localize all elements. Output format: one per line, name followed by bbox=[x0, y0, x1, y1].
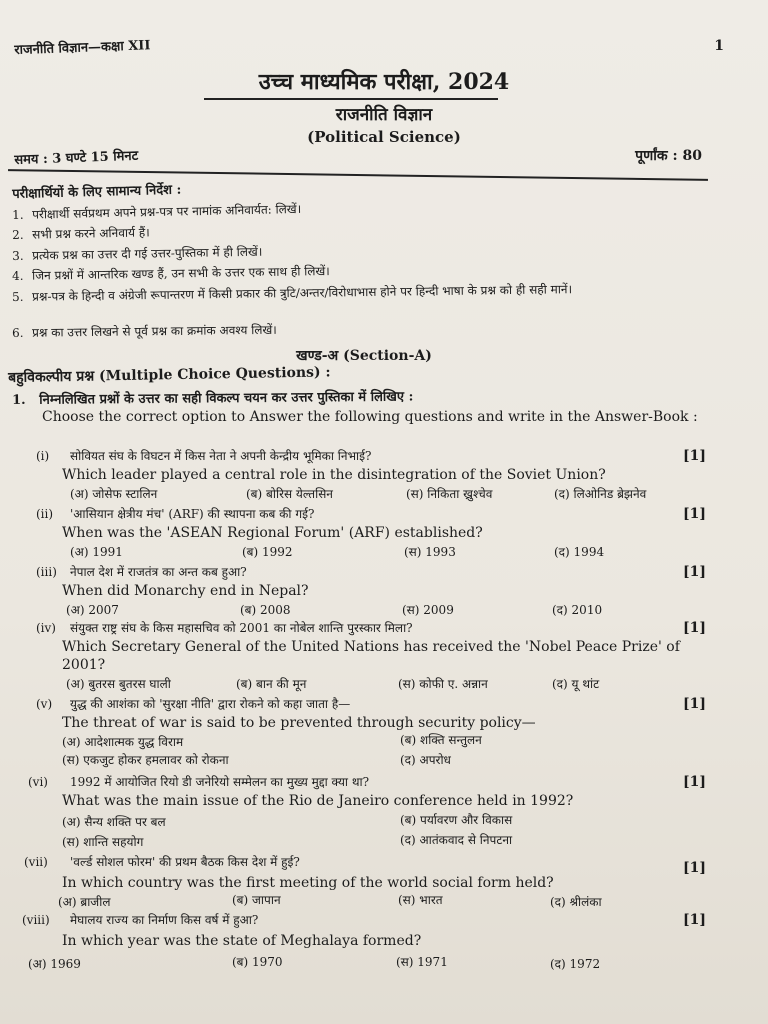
option-c: (स) निकिता ख्रुश्चेव bbox=[406, 487, 493, 501]
question-hindi: संयुक्त राष्ट्र संघ के किस महासचिव को 2001 का नोबेल शान्ति पुरस्कार मिला? bbox=[70, 621, 413, 635]
question-hindi: 'वर्ल्ड सोशल फोरम' की प्रथम बैठक किस देश में हुई? bbox=[70, 855, 300, 869]
question-english: In which year was the state of Meghalaya formed? bbox=[62, 933, 422, 949]
option-c: (स) शान्ति सहयोग bbox=[62, 835, 144, 849]
option-b: (ब) 2008 bbox=[240, 603, 291, 617]
option-b: (ब) बोरिस येल्तसिन bbox=[246, 487, 333, 501]
instruction-number: 6. bbox=[12, 325, 24, 340]
instruction-item bbox=[12, 318, 702, 341]
max-marks: पूर्णांक : 80 bbox=[635, 148, 702, 164]
title-underline bbox=[204, 98, 498, 100]
instruction-text: सभी प्रश्न करने अनिवार्य हैं। bbox=[31, 225, 150, 242]
instruction-text: प्रश्न-पत्र के हिन्दी व अंग्रेजी रूपान्तरण में किसी प्रकार की त्रुटि/अन्तर/विरोधाभास होने पर हिन्दी भाषा के प्रश्न को ही सही मानें। bbox=[31, 282, 573, 304]
instructions-heading: परीक्षार्थियों के लिए सामान्य निर्देश : bbox=[12, 182, 182, 202]
question-english: When did Monarchy end in Nepal? bbox=[62, 583, 309, 599]
instruction-number: 1. bbox=[12, 207, 24, 222]
instruction-text: परीक्षार्थी सर्वप्रथम अपने प्रश्न-पत्र पर नामांक अनिवार्यत: लिखें। bbox=[31, 201, 302, 222]
option-d: (द) यू थांट bbox=[552, 677, 600, 691]
question-hindi: नेपाल देश में राजतंत्र का अन्त कब हुआ? bbox=[70, 565, 247, 579]
question-english: Which leader played a central role in the disintegration of the Soviet Union? bbox=[62, 467, 606, 483]
option-a: (अ) जोसेफ स्टालिन bbox=[70, 487, 158, 501]
question-english: When was the 'ASEAN Regional Forum' (ARF) established? bbox=[62, 525, 483, 541]
question-number: (ii) bbox=[36, 507, 54, 521]
instruction-number: 2. bbox=[12, 227, 24, 242]
instruction-item bbox=[12, 280, 702, 305]
question-hindi: सोवियत संघ के विघटन में किस नेता ने अपनी केन्द्रीय भूमिका निभाई? bbox=[70, 449, 372, 463]
instruction-text: प्रत्येक प्रश्न का उत्तर दी गई उत्तर-पुस्तिका में ही लिखें। bbox=[31, 244, 263, 263]
instruction-text: प्रश्न का उत्तर लिखने से पूर्व प्रश्न का क्रमांक अवश्य लिखें। bbox=[31, 322, 277, 340]
subject-english: (Political Science) bbox=[307, 128, 461, 146]
subject-hindi: राजनीति विज्ञान bbox=[335, 105, 433, 125]
option-b: (ब) पर्यावरण और विकास bbox=[400, 813, 513, 827]
question-number: 1. bbox=[12, 392, 26, 408]
question-marks: [1] bbox=[683, 696, 706, 712]
question-hindi: 'आसियान क्षेत्रीय मंच' (ARF) की स्थापना कब की गई? bbox=[70, 507, 315, 521]
option-d: (द) लिओनिड ब्रेझनेव bbox=[554, 487, 647, 501]
question-hindi: मेघालय राज्य का निर्माण किस वर्ष में हुआ? bbox=[70, 913, 259, 927]
option-a: (अ) बुतरस बुतरस घाली bbox=[66, 677, 171, 691]
option-a: (अ) 2007 bbox=[66, 603, 119, 617]
question-marks: [1] bbox=[683, 506, 706, 522]
header-divider bbox=[8, 169, 708, 181]
question-marks: [1] bbox=[683, 620, 706, 636]
question-number: (iii) bbox=[36, 565, 57, 579]
option-d: (द) श्रीलंका bbox=[550, 895, 602, 909]
question-marks: [1] bbox=[683, 912, 706, 928]
instruction-number: 5. bbox=[12, 289, 24, 304]
option-b: (ब) 1992 bbox=[242, 545, 293, 559]
question-1-english: Choose the correct option to Answer the following questions and write in the Answer-Book : bbox=[42, 409, 698, 425]
running-title: राजनीति विज्ञान—कक्षा XII bbox=[14, 38, 151, 58]
instruction-text: जिन प्रश्नों में आन्तरिक खण्ड हैं, उन सभी के उत्तर एक साथ ही लिखें। bbox=[31, 264, 330, 283]
option-a: (अ) ब्राजील bbox=[58, 895, 111, 909]
question-number: (iv) bbox=[36, 621, 56, 635]
section-title: खण्ड-अ (Section-A) bbox=[296, 348, 432, 364]
option-c: (स) 1971 bbox=[396, 955, 448, 969]
option-c: (स) एकजुट होकर हमलावर को रोकना bbox=[62, 753, 229, 767]
instruction-number: 3. bbox=[12, 248, 24, 263]
page-number: 1 bbox=[714, 38, 724, 54]
question-marks: [1] bbox=[683, 860, 706, 876]
option-d: (द) 2010 bbox=[552, 603, 603, 617]
option-d: (द) आतंकवाद से निपटना bbox=[400, 833, 513, 847]
option-c: (स) कोफी ए. अन्नान bbox=[398, 677, 488, 691]
option-b: (ब) 1970 bbox=[232, 955, 283, 969]
option-b: (ब) शक्ति सन्तुलन bbox=[400, 733, 482, 747]
option-a: (अ) 1991 bbox=[70, 545, 123, 559]
question-english: What was the main issue of the Rio de Janeiro conference held in 1992? bbox=[62, 793, 574, 809]
option-a: (अ) 1969 bbox=[28, 957, 81, 971]
question-english: Which Secretary General of the United Nations has received the 'Nobel Peace Prize' of 2001? bbox=[62, 639, 680, 673]
question-number: (v) bbox=[36, 697, 53, 711]
option-c: (स) 2009 bbox=[402, 603, 454, 617]
option-d: (द) 1994 bbox=[554, 545, 605, 559]
option-c: (स) भारत bbox=[398, 893, 443, 907]
option-c: (स) 1993 bbox=[404, 545, 456, 559]
question-english: In which country was the first meeting of the world social form held? bbox=[62, 875, 554, 891]
question-number: (i) bbox=[36, 449, 50, 463]
option-a: (अ) आदेशात्मक युद्ध विराम bbox=[62, 735, 184, 749]
question-1-instruction bbox=[12, 384, 712, 408]
question-english: The threat of war is said to be prevented through security policy— bbox=[62, 715, 536, 731]
question-marks: [1] bbox=[683, 564, 706, 580]
mcq-heading: बहुविकल्पीय प्रश्न (Multiple Choice Questions) : bbox=[8, 364, 331, 386]
instruction-number: 4. bbox=[12, 268, 24, 283]
option-a: (अ) सैन्य शक्ति पर बल bbox=[62, 815, 166, 829]
option-b: (ब) जापान bbox=[232, 893, 281, 907]
option-b: (ब) बान की मून bbox=[236, 677, 307, 691]
question-hindi: युद्ध की आशंका को 'सुरक्षा नीति' द्वारा रोकने को कहा जाता है— bbox=[70, 697, 351, 711]
question-number: (vi) bbox=[28, 775, 48, 789]
question-number: (vii) bbox=[24, 855, 48, 869]
option-d: (द) 1972 bbox=[550, 957, 601, 971]
option-d: (द) अपरोध bbox=[400, 753, 451, 767]
question-hindi: 1992 में आयोजित रियो डी जनेरियो सम्मेलन का मुख्य मुद्दा क्या था? bbox=[70, 775, 370, 789]
exam-title: उच्च माध्यमिक परीक्षा, 2024 bbox=[258, 69, 510, 95]
question-marks: [1] bbox=[683, 448, 706, 464]
question-number: (viii) bbox=[22, 913, 50, 927]
question-marks: [1] bbox=[683, 774, 706, 790]
question-1-hindi: निम्नलिखित प्रश्नों के उत्तर का सही विकल्प चयन कर उत्तर पुस्तिका में लिखिए : bbox=[39, 389, 414, 408]
time-allowed: समय : 3 घण्टे 15 मिनट bbox=[14, 148, 139, 168]
